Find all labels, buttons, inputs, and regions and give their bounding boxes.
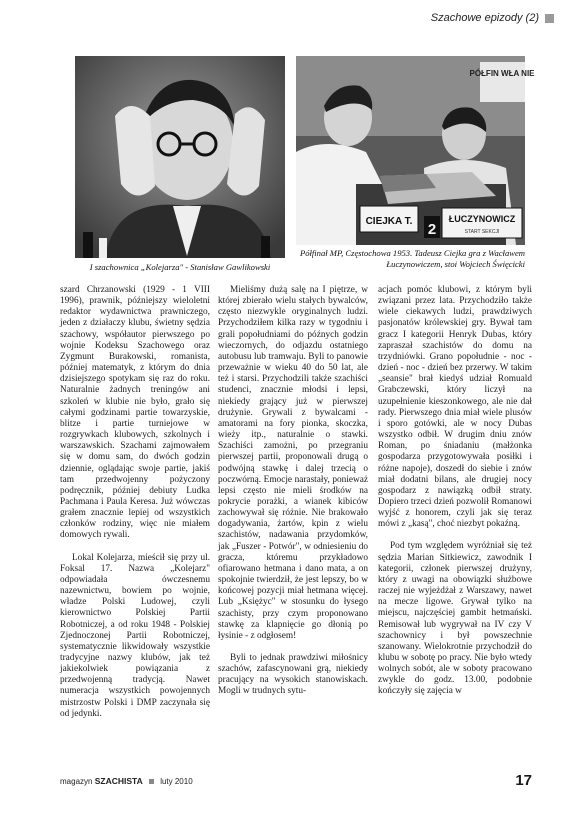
sign-ciejka: CIEJKA T.: [365, 216, 413, 227]
paragraph: Pod tym względem wyróżniał się też sędzia Marian Sitkiewicz, zawodnik I kategorii, członek pierwszej drużyny, który z uwagi na obowiązki służbowe raczej nie wyjeżdżał z Warszawy, nawet na mecze ligowe. Grywał tylko na miejscu, najczęściej gambit hetmański. Remisował lub wygrywał na IV czy V szachownicy i był powszechnie szanowany. Wielokrotnie przychodził do klubu w sobotę po pracy. Nie było wtedy wolnych sobót, ale w soboty pracowano zwykle do godz. 13.00, podobnie kończyły się zajęcia w: [378, 541, 532, 697]
paragraph: Mieliśmy dużą salę na I piętrze, w której zbierało wielu stałych bywalców, często niezwykle oryginalnych ludzi. Przychodziłem kilka razy w tygodniu i grali popołudniami do późnych godzin wieczornych, do odjazdu ostatniego autobusu lub tramwaju. Byli to panowie przeważnie w wieku 40 do 50 lat, ale też i starsi. Przychodzili także szachiści studenci, znacznie młodsi i lepsi, niekiedy grający już w pierwszej drużynie. Grywali z bywalcami - amatorami na fory pionka, skoczka, wieży itp., naturalnie o stawki. Szachiści zamożni, po przegraniu pierwszej partii, proponowali drugą o podwójną stawkę i dalej trzecią o poczwórną. Emocje narastały, ponieważ lepsi często nie mieli środków na pokrycie porażki, a wianek kibiców zachowywał się różnie. Nie brakowało dogadywania, żartów, kpin z wielu szachistów, nadawania przydomków, jak „Fuszer - Potwór", w odniesieniu do gracza, któremu przykładowo ofiarowano hetmana i dano mata, a on spokojnie twierdził, że jest lepszy, bo w końcowej pozycji miał hetmana więcej. Lub „Księżyc" w stosunku do łysego szachisty, przy czym proponowano stawkę za klapnięcie go dłonią po łysinie - z odgłosem!: [218, 285, 368, 641]
photo1-caption: I szachownica „Kolejarza" - Stanisław Gawlikowski: [89, 262, 271, 272]
photo2-caption: Półfinał MP, Częstochowa 1953. Tadeusz Ciejka gra z Wacławem Łuczynowiczem, stoi Wojciech Święcicki: [299, 248, 525, 269]
article-body: [60, 285, 532, 735]
sign-luczynowicz: ŁUCZYNOWICZ: [448, 214, 516, 224]
magazine-name: SZACHISTA: [94, 776, 143, 786]
section-header: [431, 12, 554, 24]
photo-ciejka-luczynowicz: [296, 56, 535, 245]
paragraph: acjach pomóc klubowi, z którym byli związani przez lata. Przychodziło także wiele ciekawych ludzi, prawdziwych pasjonatów królewskiej gry. Bywał tam gracz I kategorii Henryk Dubas, który zapraszał szachistów do domu na trzydniówki. Grano popołudnie - noc - dzień - noc - dzień bez przerwy. W takim „seansie" brał kiedyś udział Romuald Grabczewski, który liczył na uzupełnienie kieszonkowego, ale nie dał rady. Pierwszego dnia miał wiele plusów i sporo gotówki, ale w nocy Dubas wszystko odbił. W drugim dniu znów Roman, po śniadaniu (małżonka gospodarza przygotowywała posiłki i różne napoje), doszedł do siebie i znów miał dodatni bilans, ale drugiej nocy gospodarz z nawiązką odbił straty. Dopiero trzeci dzień pozwolił Romanowi wyjść z honorem, czyli jak się teraz mówi z „kasą", choć niezbyt pokaźną.: [378, 285, 532, 530]
sign-luczynowicz-sub: START SEKCJI: [464, 229, 500, 235]
footer-publication: [60, 776, 193, 786]
separator-icon: [149, 779, 154, 784]
section-title: Szachowe epizody (2): [430, 12, 539, 24]
paragraph: szard Chrzanowski (1929 - 1 VIII 1996), prawnik, późniejszy wieloletni redaktor wydawnictwa prawniczego, jeden z działaczy klubu, świetny sędzia szachowy, współautor pierwszego po wojnie Kodeksu Szachowego oraz Zygmunt Burakowski, romanista, później matematyk, z którym do dnia dzisiejszego spotykam się raz do roku. Naturalnie żadnych treningów ani szkoleń w klubie nie było, grało się całymi godzinami partie towarzyskie, blitze i partie turniejowe w rozgrywkach klubowych, szkolnych i warszawskich. Szachami zajmowałem się w domu sam, do dwóch godzin dziennie, oglądając swoje partie, jakiś tam przedwojenny pożyczony podręcznik, później debiuty Ludka Pachmana i Paula Keresa. Już wówczas grałem znacznie lepiej od wszystkich członków rodziny, więc nie miałem domowych rywali.: [60, 285, 210, 541]
issue-date: luty 2010: [160, 777, 193, 786]
photo-gawlikowski: [75, 56, 285, 258]
banner-text: PÓŁFIN WŁA NIE: [469, 69, 535, 78]
page-number: 17: [515, 772, 532, 789]
paragraph: Byli to jednak prawdziwi miłośnicy szachów, zafascynowani grą, niekiedy pracujący na wysokich stanowiskach. Mogli w trudnych sytu-: [218, 653, 368, 697]
paragraph: Lokal Kolejarza, mieścił się przy ul. Foksal 17. Nazwa „Kolejarz" odpowiadała ówczesnemu nazewnictwu, bowiem po wojnie, władze Polski Ludowej, czyli kierownictwo Polskiej Partii Robotniczej, a od roku 1948 - Polskiej Zjednoczonej Partii Robotniczej, systematycznie likwidowały wszystkie tradycyjne nazwy klubów, jak też jakiekolwiek powiązania z przedwojenną tradycją. Nawet numeracja wszystkich powojennych mistrzostw Polski i DMP zaczynała się od jedynki.: [60, 552, 210, 719]
square-marker-icon: [545, 14, 554, 23]
table-number: 2: [427, 221, 437, 238]
article-column-1: [60, 285, 210, 720]
page-footer: [60, 772, 532, 790]
article-column-3: [378, 285, 532, 698]
magazine-prefix: magazyn: [60, 777, 93, 786]
article-column-2: [218, 285, 368, 698]
